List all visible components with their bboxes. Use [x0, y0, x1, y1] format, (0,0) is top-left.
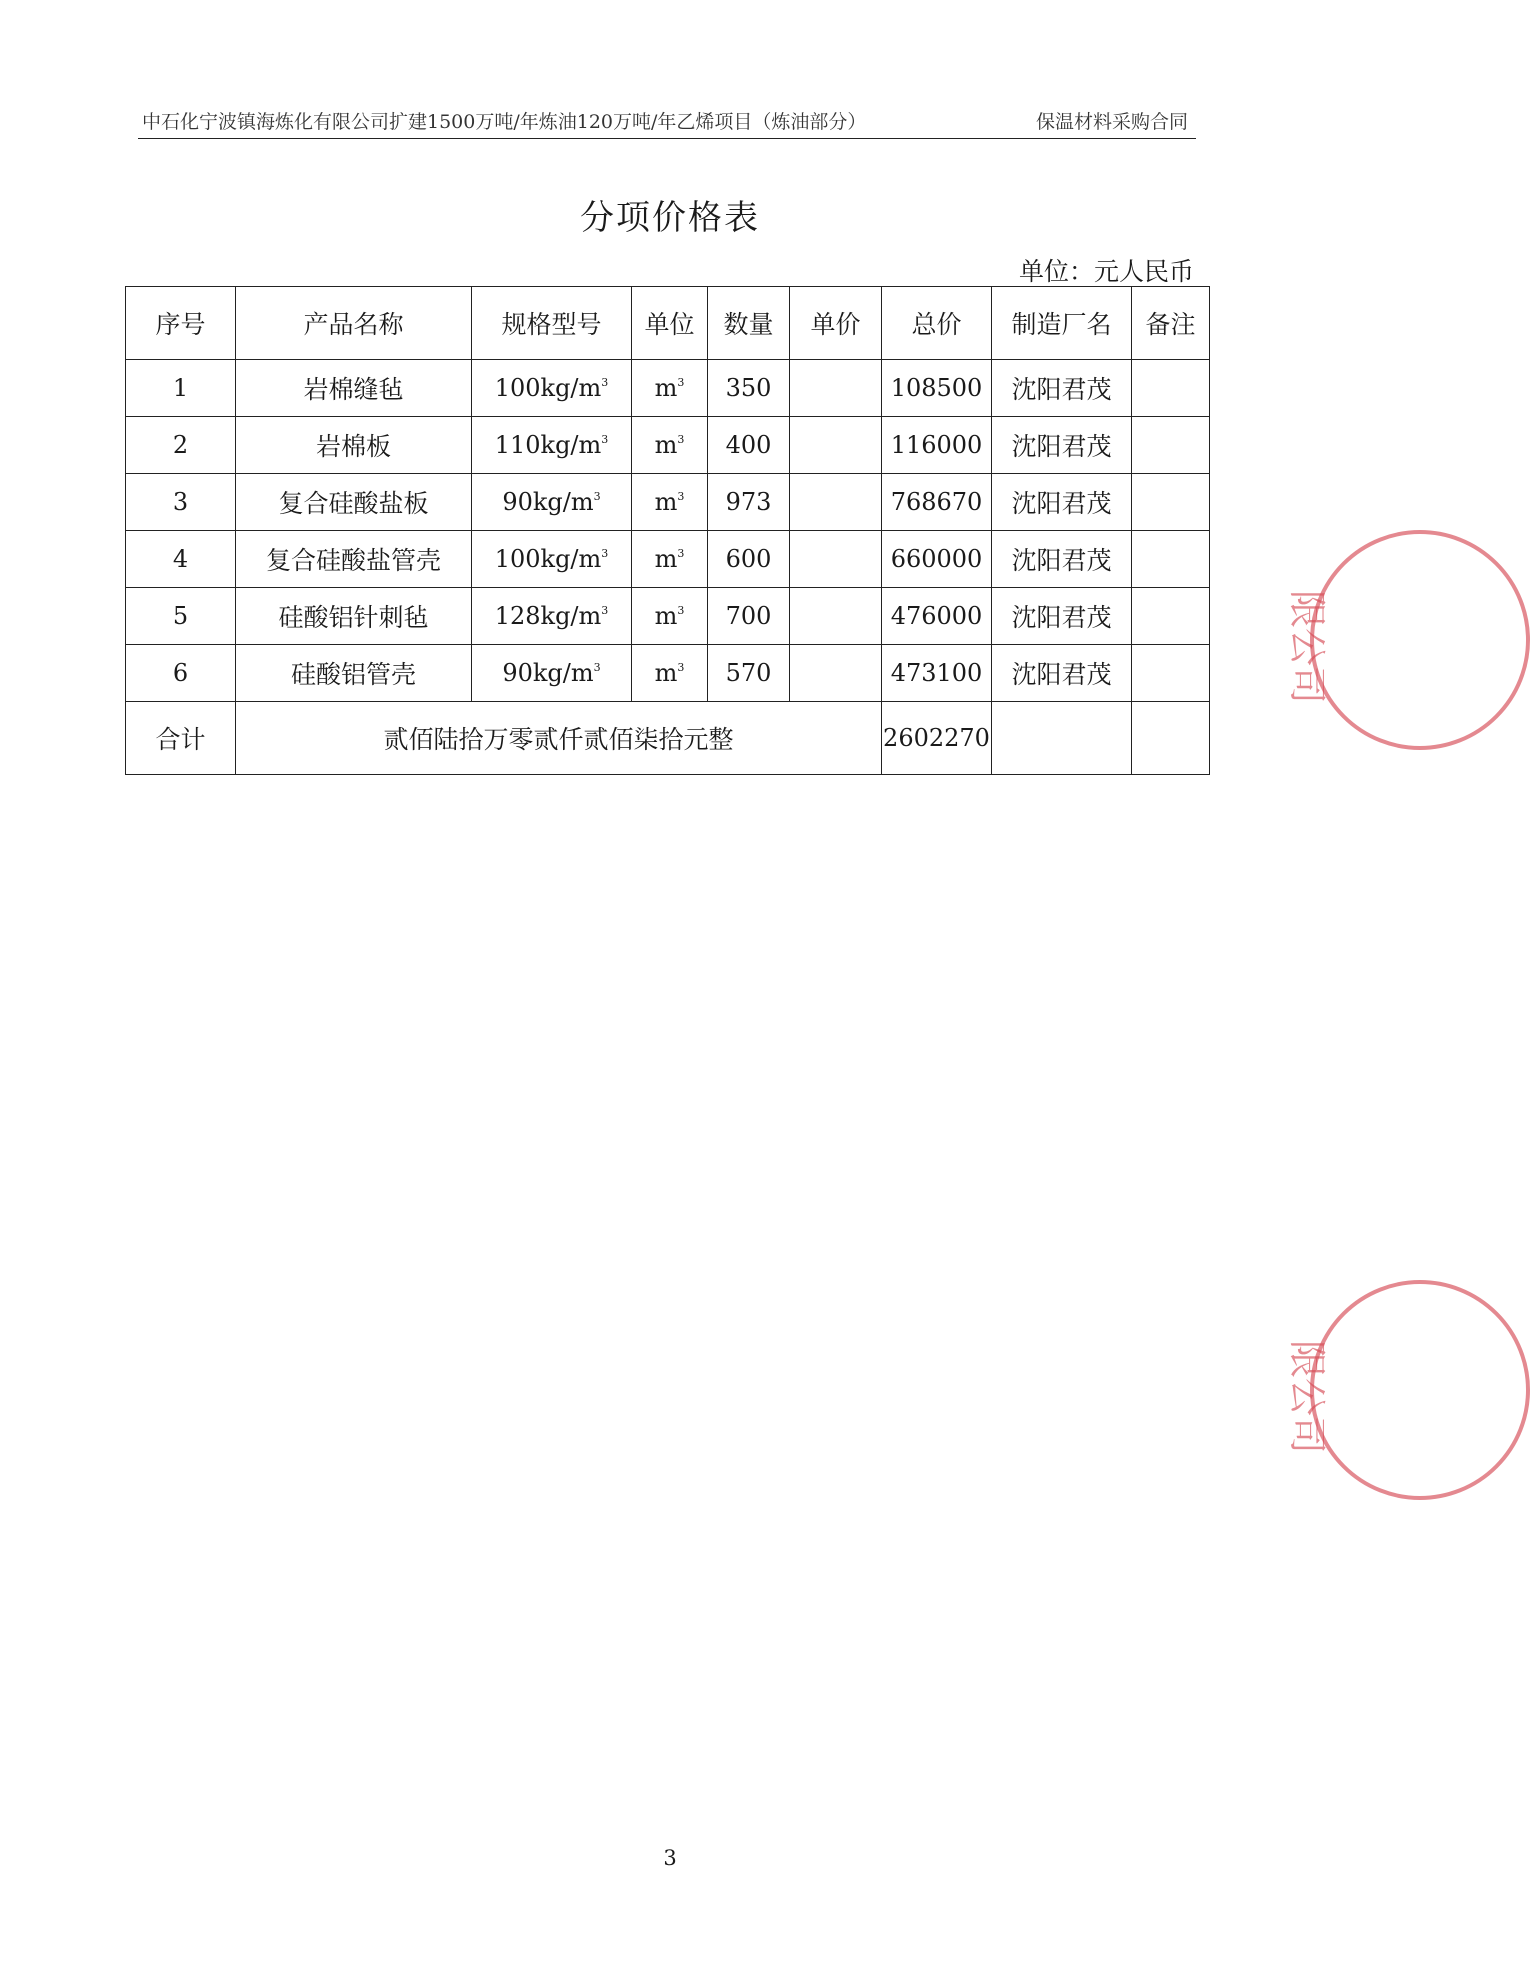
- unit-price: [790, 360, 882, 417]
- unit-price: [790, 417, 882, 474]
- seal-ring: [1310, 1280, 1530, 1500]
- unit-price: [790, 645, 882, 702]
- total-manufacturer-blank: [992, 702, 1132, 775]
- product-unit: $m^3$: [632, 417, 708, 474]
- product-name: 硅酸铝针刺毡: [236, 588, 472, 645]
- product-name: 复合硅酸盐管壳: [236, 531, 472, 588]
- manufacturer: 沈阳君茂: [992, 360, 1132, 417]
- unit-price: [790, 531, 882, 588]
- column-header: 单位: [632, 287, 708, 360]
- unit-price: [790, 474, 882, 531]
- header-project-title: 中石化宁波镇海炼化有限公司扩建1500万吨/年炼油120万吨/年乙烯项目（炼油部分）: [142, 111, 867, 133]
- product-quantity: 400: [708, 417, 790, 474]
- page-header: [138, 108, 1196, 139]
- row-number: 2: [126, 417, 236, 474]
- product-name: 硅酸铝管壳: [236, 645, 472, 702]
- seal-text: 限公司: [1285, 590, 1329, 705]
- column-header: 产品名称: [236, 287, 472, 360]
- product-spec: $128kg/m^3$: [472, 588, 632, 645]
- product-spec: $90kg/m^3$: [472, 474, 632, 531]
- column-header: 序号: [126, 287, 236, 360]
- manufacturer: 沈阳君茂: [992, 474, 1132, 531]
- page-number: 3: [663, 1846, 677, 1870]
- product-name: 岩棉板: [236, 417, 472, 474]
- product-spec: $110kg/m^3$: [472, 417, 632, 474]
- row-number: 6: [126, 645, 236, 702]
- product-spec: $100kg/m^3$: [472, 360, 632, 417]
- table-row: [126, 474, 1210, 531]
- company-seal-stamp: [1285, 530, 1450, 770]
- company-seal-stamp: [1285, 1280, 1450, 1520]
- unit-price: [790, 588, 882, 645]
- document-title: 分项价格表: [580, 198, 760, 238]
- manufacturer: 沈阳君茂: [992, 417, 1132, 474]
- manufacturer: 沈阳君茂: [992, 645, 1132, 702]
- column-header: 制造厂名: [992, 287, 1132, 360]
- table-row: [126, 360, 1210, 417]
- manufacturer: 沈阳君茂: [992, 531, 1132, 588]
- product-quantity: 973: [708, 474, 790, 531]
- column-header: 数量: [708, 287, 790, 360]
- total-remark-blank: [1132, 702, 1210, 775]
- remark: [1132, 645, 1210, 702]
- total-label: 合计: [126, 702, 236, 775]
- product-unit: $m^3$: [632, 360, 708, 417]
- row-number: 1: [126, 360, 236, 417]
- price-table: [125, 286, 1210, 775]
- manufacturer: 沈阳君茂: [992, 588, 1132, 645]
- product-name: 复合硅酸盐板: [236, 474, 472, 531]
- product-quantity: 350: [708, 360, 790, 417]
- total-price: 476000: [882, 588, 992, 645]
- remark: [1132, 417, 1210, 474]
- total-price: 473100: [882, 645, 992, 702]
- total-price: 768670: [882, 474, 992, 531]
- product-quantity: 700: [708, 588, 790, 645]
- total-price: 108500: [882, 360, 992, 417]
- seal-ring: [1310, 530, 1530, 750]
- table-row: [126, 588, 1210, 645]
- currency-unit-label: 单位：元人民币: [1018, 257, 1194, 286]
- column-header: 规格型号: [472, 287, 632, 360]
- remark: [1132, 588, 1210, 645]
- remark: [1132, 531, 1210, 588]
- row-number: 3: [126, 474, 236, 531]
- product-unit: $m^3$: [632, 588, 708, 645]
- table-row: [126, 531, 1210, 588]
- table-header-row: [126, 287, 1210, 360]
- column-header: 单价: [790, 287, 882, 360]
- table-row: [126, 645, 1210, 702]
- remark: [1132, 360, 1210, 417]
- product-unit: $m^3$: [632, 474, 708, 531]
- product-quantity: 570: [708, 645, 790, 702]
- product-unit: $m^3$: [632, 531, 708, 588]
- product-spec: $90kg/m^3$: [472, 645, 632, 702]
- table-total-row: [126, 702, 1210, 775]
- row-number: 5: [126, 588, 236, 645]
- product-quantity: 600: [708, 531, 790, 588]
- column-header: 备注: [1132, 287, 1210, 360]
- table-row: [126, 417, 1210, 474]
- product-unit: $m^3$: [632, 645, 708, 702]
- total-amount-in-words: 贰佰陆拾万零贰仟贰佰柒拾元整: [236, 702, 882, 775]
- seal-text: 限公司: [1285, 1340, 1329, 1455]
- total-amount: 2602270: [882, 702, 992, 775]
- remark: [1132, 474, 1210, 531]
- product-spec: $100kg/m^3$: [472, 531, 632, 588]
- total-price: 116000: [882, 417, 992, 474]
- row-number: 4: [126, 531, 236, 588]
- header-contract-title: 保温材料采购合同: [1035, 111, 1188, 133]
- product-name: 岩棉缝毡: [236, 360, 472, 417]
- column-header: 总价: [882, 287, 992, 360]
- total-price: 660000: [882, 531, 992, 588]
